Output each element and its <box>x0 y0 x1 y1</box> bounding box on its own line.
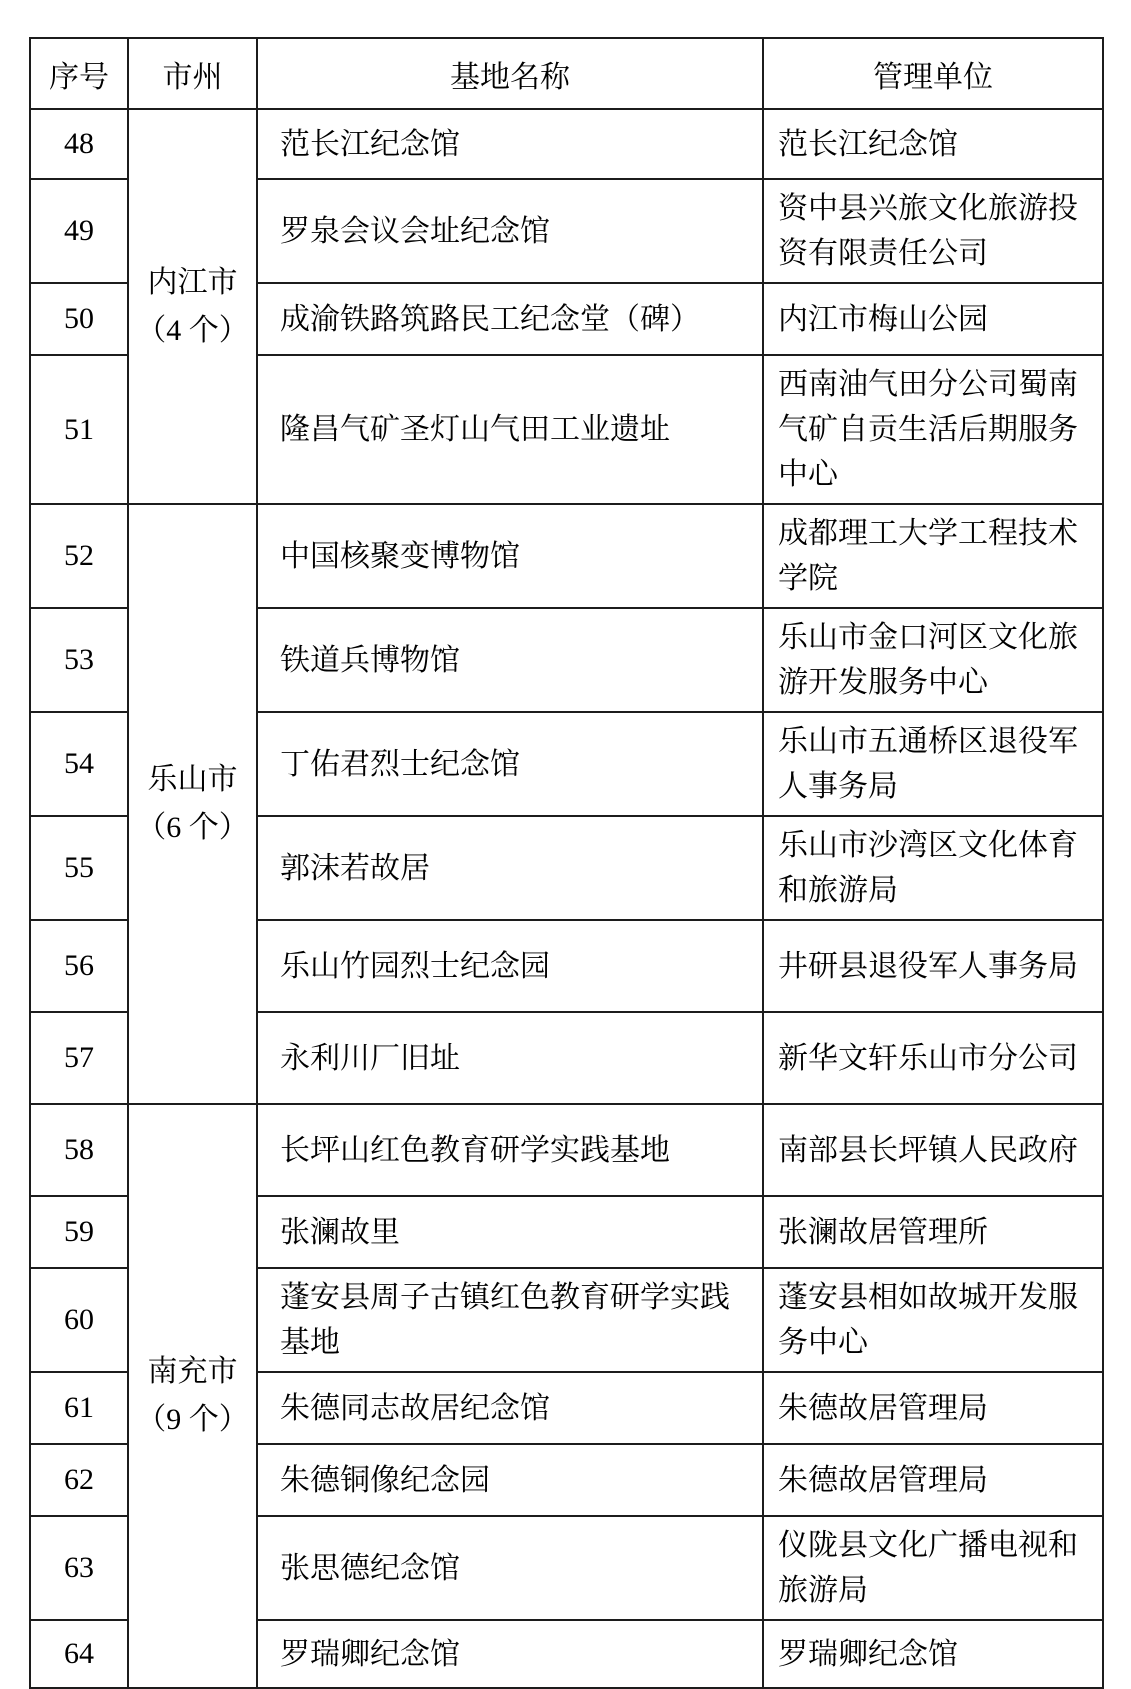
base-name: 永利川厂旧址 <box>257 1012 763 1104</box>
manage-unit: 张澜故居管理所 <box>763 1196 1103 1268</box>
row-no: 50 <box>30 283 128 355</box>
table-row <box>30 1104 1103 1196</box>
base-name: 郭沫若故居 <box>257 816 763 920</box>
manage-unit: 朱德故居管理局 <box>763 1372 1103 1444</box>
city-group-nanchong <box>128 1104 257 1688</box>
header-unit: 管理单位 <box>763 38 1103 109</box>
row-no: 57 <box>30 1012 128 1104</box>
base-name: 丁佑君烈士纪念馆 <box>257 712 763 816</box>
manage-unit: 新华文轩乐山市分公司 <box>763 1012 1103 1104</box>
base-name: 罗泉会议会址纪念馆 <box>257 179 763 283</box>
row-no: 48 <box>30 109 128 179</box>
row-no: 61 <box>30 1372 128 1444</box>
city-count: （4 个） <box>136 313 249 347</box>
base-name: 成渝铁路筑路民工纪念堂（碑） <box>257 283 763 355</box>
base-name: 铁道兵博物馆 <box>257 608 763 712</box>
row-no: 62 <box>30 1444 128 1516</box>
row-no: 49 <box>30 179 128 283</box>
base-name: 张思德纪念馆 <box>257 1516 763 1620</box>
base-name: 范长江纪念馆 <box>257 109 763 179</box>
row-no: 59 <box>30 1196 128 1268</box>
row-no: 60 <box>30 1268 128 1372</box>
manage-unit: 朱德故居管理局 <box>763 1444 1103 1516</box>
base-name: 张澜故里 <box>257 1196 763 1268</box>
row-no: 54 <box>30 712 128 816</box>
row-no: 56 <box>30 920 128 1012</box>
city-group-neijiang <box>128 109 257 504</box>
manage-unit: 罗瑞卿纪念馆 <box>763 1620 1103 1688</box>
manage-unit: 内江市梅山公园 <box>763 283 1103 355</box>
header-city: 市州 <box>128 38 257 109</box>
table-row <box>30 504 1103 608</box>
base-name: 蓬安县周子古镇红色教育研学实践基地 <box>257 1268 763 1372</box>
manage-unit: 仪陇县文化广播电视和旅游局 <box>763 1516 1103 1620</box>
row-no: 52 <box>30 504 128 608</box>
city-group-leshan <box>128 504 257 1104</box>
manage-unit: 成都理工大学工程技术学院 <box>763 504 1103 608</box>
city-count: （9 个） <box>136 1403 249 1436</box>
manage-unit: 乐山市金口河区文化旅游开发服务中心 <box>763 608 1103 712</box>
row-no: 51 <box>30 355 128 504</box>
header-no: 序号 <box>30 38 128 109</box>
header-base: 基地名称 <box>257 38 763 109</box>
base-list-table <box>29 37 1104 1689</box>
city-name: 南充市 <box>147 1355 238 1388</box>
manage-unit: 乐山市五通桥区退役军人事务局 <box>763 712 1103 816</box>
manage-unit: 乐山市沙湾区文化体育和旅游局 <box>763 816 1103 920</box>
manage-unit: 资中县兴旅文化旅游投资有限责任公司 <box>763 179 1103 283</box>
row-no: 58 <box>30 1104 128 1196</box>
row-no: 64 <box>30 1620 128 1688</box>
manage-unit: 西南油气田分公司蜀南气矿自贡生活后期服务中心 <box>763 355 1103 504</box>
city-name: 乐山市 <box>147 763 238 796</box>
table-row <box>30 109 1103 179</box>
base-name: 罗瑞卿纪念馆 <box>257 1620 763 1688</box>
city-count: （6 个） <box>136 811 249 844</box>
base-name: 隆昌气矿圣灯山气田工业遗址 <box>257 355 763 504</box>
base-name: 长坪山红色教育研学实践基地 <box>257 1104 763 1196</box>
manage-unit: 南部县长坪镇人民政府 <box>763 1104 1103 1196</box>
header-row <box>30 38 1103 109</box>
base-name: 乐山竹园烈士纪念园 <box>257 920 763 1012</box>
row-no: 63 <box>30 1516 128 1620</box>
base-name: 朱德同志故居纪念馆 <box>257 1372 763 1444</box>
base-name: 朱德铜像纪念园 <box>257 1444 763 1516</box>
city-name: 内江市 <box>147 265 238 299</box>
base-name: 中国核聚变博物馆 <box>257 504 763 608</box>
row-no: 53 <box>30 608 128 712</box>
manage-unit: 蓬安县相如故城开发服务中心 <box>763 1268 1103 1372</box>
manage-unit: 井研县退役军人事务局 <box>763 920 1103 1012</box>
row-no: 55 <box>30 816 128 920</box>
manage-unit: 范长江纪念馆 <box>763 109 1103 179</box>
